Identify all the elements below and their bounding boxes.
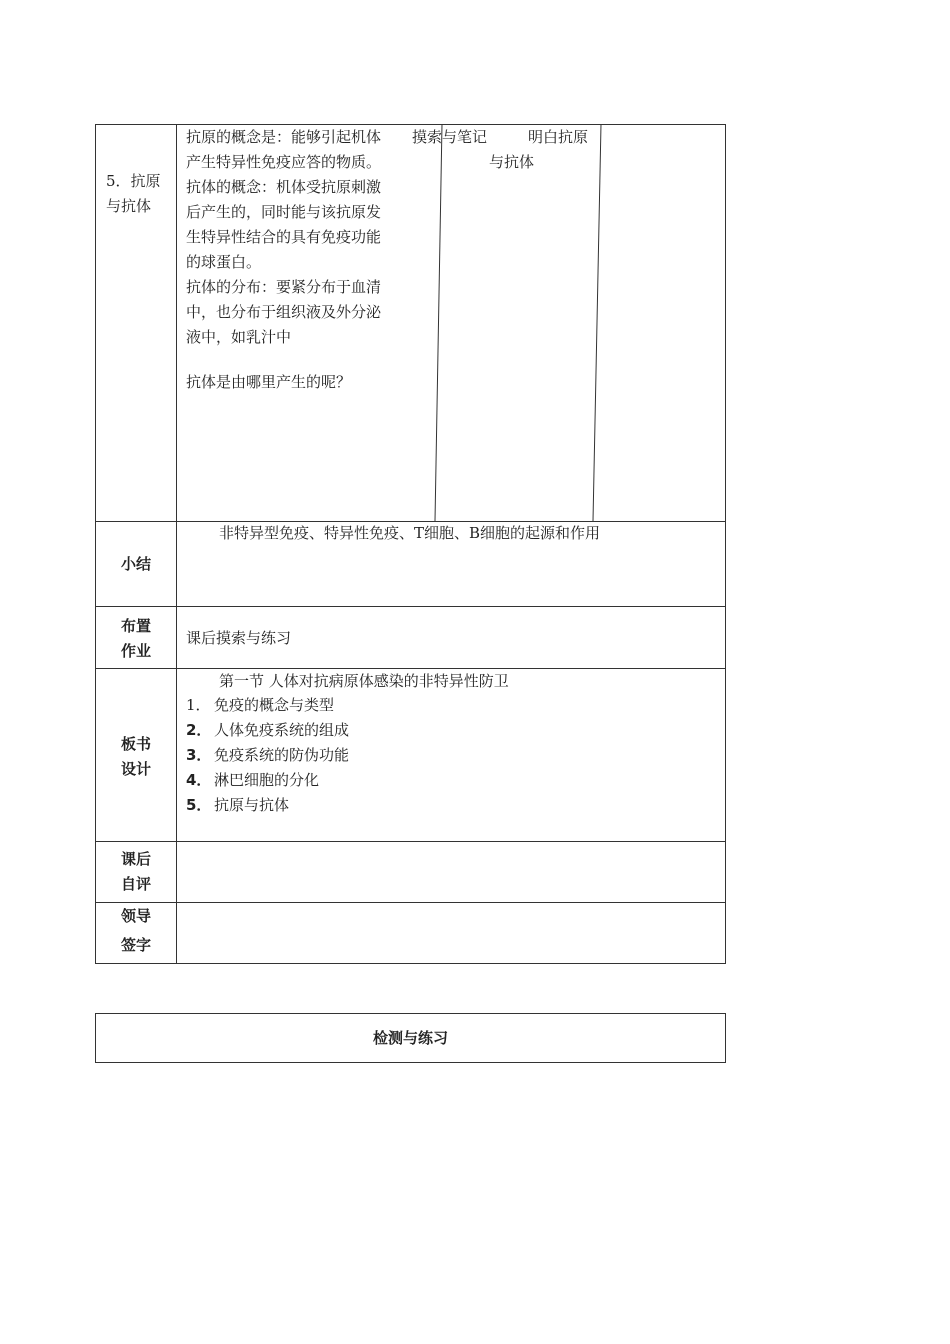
- board-label-line2: 设计: [120, 760, 151, 778]
- row5-label-line1: 5．抗原: [106, 172, 161, 190]
- content-line: 生特异性结合的具有免疫功能: [186, 228, 382, 246]
- summary-text: 非特异型免疫、特异性免疫、T细胞、B细胞的起源和作用: [219, 524, 601, 542]
- board-item: [186, 693, 334, 718]
- leader-label-line2: 签字: [120, 936, 151, 954]
- board-item: [186, 768, 319, 793]
- content-line: 的球蛋白。: [186, 253, 262, 271]
- board-label-line1: 板书: [120, 735, 151, 753]
- board-item-number: 5．: [186, 796, 212, 814]
- leader-label-line1: 领导: [120, 907, 151, 925]
- board-item-number: 1．: [186, 696, 211, 714]
- board-item-number: 4．: [186, 771, 212, 789]
- board-item-text: 免疫系统的防伪功能: [214, 746, 350, 764]
- practice-title: 检测与练习: [372, 1029, 448, 1047]
- board-item-text: 免疫的概念与类型: [214, 696, 335, 714]
- row5-goal-line1: 明白抗原: [528, 128, 589, 146]
- content-line: 后产生的，同时能与该抗原发: [186, 203, 382, 221]
- homework-label-line2: 作业: [120, 642, 151, 660]
- board-item-text: 淋巴细胞的分化: [214, 771, 320, 789]
- board-item: [186, 743, 349, 768]
- board-item: [186, 793, 289, 818]
- summary-label: 小结: [120, 555, 151, 573]
- content-line: 抗体的概念：机体受抗原刺激: [186, 178, 382, 196]
- review-label-line2: 自评: [120, 875, 151, 893]
- board-item-text: 人体免疫系统的组成: [214, 721, 350, 739]
- content-line: 抗体的分布：要紧分布于血清: [186, 278, 382, 296]
- board-item-number: 3．: [186, 746, 212, 764]
- content-line: 抗原的概念是：能够引起机体: [186, 128, 382, 146]
- board-title: 第一节 人体对抗病原体感染的非特异性防卫: [219, 672, 509, 690]
- content-line: 产生特异性免疫应答的物质。: [186, 153, 382, 171]
- row5-goal-line2: 与抗体: [489, 153, 535, 171]
- review-label-line1: 课后: [120, 850, 151, 868]
- row5-label-line2: 与抗体: [106, 197, 152, 215]
- content-line: 中，也分布于组织液及外分泌: [186, 303, 382, 321]
- board-item-number: 2．: [186, 721, 212, 739]
- board-item-text: 抗原与抗体: [214, 796, 290, 814]
- content-line: 抗体是由哪里产生的呢？: [186, 373, 352, 391]
- content-line: 液中，如乳汁中: [186, 328, 292, 346]
- homework-text: 课后摸索与练习: [186, 629, 292, 647]
- homework-label-line1: 布置: [120, 617, 151, 635]
- row5-activity: 摸索与笔记: [412, 128, 488, 146]
- board-item: [186, 718, 349, 743]
